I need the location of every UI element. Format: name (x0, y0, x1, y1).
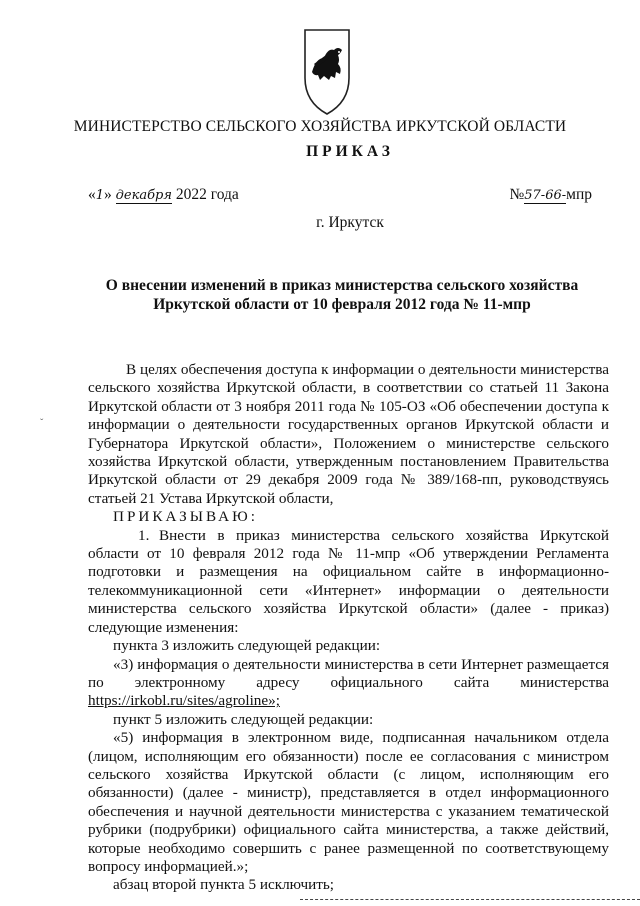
document-type: ПРИКАЗ (306, 143, 394, 160)
item-1-paragraph (88, 527, 609, 637)
intro-paragraph: В целях обеспечения доступа к информации о деятельности министерства сельского хозяйства Иркутской области, в соответствии со статьей 11 Закона Иркутской области от 3 ноября 2011 года № 105-ОЗ «Об обеспечении доступа к информации о деятельности государственных органов Иркутской области и Губернатора Иркутской области», Положением о министерстве сельского хозяйства Иркутской области, утвержденным постановлением Правительства Иркутской области от 29 декабря 2009 года № 389/168-пп, руководствуясь статьей 21 Устава Иркутской области, (88, 361, 609, 507)
prikazyvayu: ПРИКАЗЫВАЮ: (113, 508, 258, 526)
point-3-header: пункта 3 изложить следующей редакции: (113, 637, 381, 655)
item-1-text: Внести в приказ министерства сельского хозяйства Иркутской области от 10 февраля 2012 года № 11-мпр «Об утверждении Регламента подготовки и размещения на официальном сайте в информационно-телекоммуникационной сети «Интернет» информации о деятельности министерства сельского хозяйства Иркутской области» (далее - приказ) следующие изменения: (88, 526, 609, 636)
ministry-name: МИНИСТЕРСТВО СЕЛЬСКОГО ХОЗЯЙСТВА ИРКУТСКОЙ ОБЛАСТИ (73, 118, 567, 135)
subject-line-1: О внесении изменений в приказ министерства сельского хозяйства (105, 277, 579, 294)
point-3-paragraph (88, 656, 609, 711)
point-5-header: пункт 5 изложить следующей редакции: (113, 710, 374, 728)
coat-of-arms-icon (302, 28, 352, 116)
subject-line-2: Иркутской области от 10 февраля 2012 года № 11-мпр (153, 296, 531, 313)
date-day: 1 (95, 188, 105, 203)
order-date (88, 186, 239, 204)
date-close-quote: » (104, 186, 112, 203)
point-5-abzac: абзац второй пункта 5 исключить; (113, 876, 334, 894)
city: г. Иркутск (316, 214, 384, 231)
number-prefix: № (509, 186, 525, 203)
document-body (88, 361, 609, 895)
date-month: декабря (115, 188, 172, 203)
date-open-quote: « (88, 186, 96, 203)
number-value: 57-66- (524, 188, 567, 203)
agroline-link[interactable]: https://irkobl.ru/sites/agroline»; (88, 692, 280, 710)
margin-mark: ˇ (40, 418, 44, 429)
point-3-text: «3) информация о деятельности министерства в сети Интернет размещается по электронному адресу официального сайта министерства (88, 655, 609, 691)
number-suffix: мпр (566, 186, 592, 203)
date-year: 2022 года (175, 186, 239, 203)
point-5-text: «5) информация в электронном виде, подписанная начальником отдела (лицом, исполняющим его обязанности) после ее согласования с министром сельского хозяйства Иркутской области (с лицом, исполняющим его обязанности) (далее - министр), представляется в отдел информационного обеспечения и научной деятельности министерства с указанием тематической рубрики (подрубрики) официального сайта министерства, а также действий, которые необходимо совершить с ранее размещенной по соответствующему вопросу информацией.»; (88, 729, 609, 875)
order-number (509, 186, 592, 204)
order-subject (88, 276, 596, 314)
item-1-number: 1. (138, 526, 150, 544)
